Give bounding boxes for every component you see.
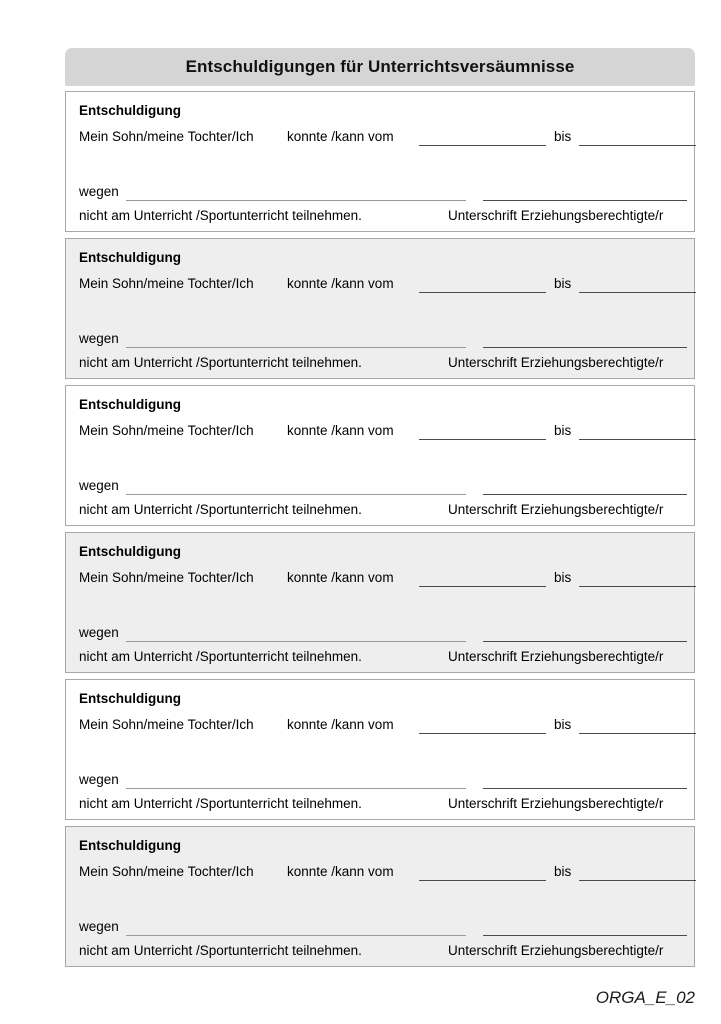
signature-caption: Unterschrift Erziehungsberechtigte/r	[448, 355, 664, 370]
could-from-label: konnte /kann vom	[287, 570, 394, 585]
until-label: bis	[554, 717, 572, 732]
excuse-block-heading: Entschuldigung	[79, 838, 181, 853]
date-until-input-line[interactable]	[579, 439, 696, 440]
declaration-row	[79, 649, 694, 669]
reason-row	[79, 478, 694, 498]
excuse-block	[65, 238, 695, 379]
date-until-input-line[interactable]	[579, 733, 696, 734]
could-from-label: konnte /kann vom	[287, 864, 394, 879]
person-label: Mein Sohn/meine Tochter/Ich	[79, 864, 254, 879]
reason-label: wegen	[79, 919, 119, 934]
cannot-attend-label: nicht am Unterricht /Sportunterricht teilnehmen.	[79, 502, 362, 517]
reason-label: wegen	[79, 184, 119, 199]
declaration-row	[79, 502, 694, 522]
excuse-block	[65, 826, 695, 967]
until-label: bis	[554, 129, 572, 144]
signature-caption: Unterschrift Erziehungsberechtigte/r	[448, 649, 664, 664]
reason-input-line[interactable]	[126, 200, 466, 201]
reason-input-line[interactable]	[126, 347, 466, 348]
absence-period-row	[79, 423, 694, 443]
cannot-attend-label: nicht am Unterricht /Sportunterricht teilnehmen.	[79, 943, 362, 958]
cannot-attend-label: nicht am Unterricht /Sportunterricht teilnehmen.	[79, 355, 362, 370]
excuse-block-heading: Entschuldigung	[79, 250, 181, 265]
declaration-row	[79, 208, 694, 228]
could-from-label: konnte /kann vom	[287, 129, 394, 144]
cannot-attend-label: nicht am Unterricht /Sportunterricht teilnehmen.	[79, 649, 362, 664]
page-title: Entschuldigungen für Unterrichtsversäumnisse	[185, 57, 575, 76]
could-from-label: konnte /kann vom	[287, 717, 394, 732]
reason-row	[79, 625, 694, 645]
excuse-block-list	[65, 91, 695, 973]
reason-input-line[interactable]	[126, 935, 466, 936]
signature-caption: Unterschrift Erziehungsberechtigte/r	[448, 796, 664, 811]
until-label: bis	[554, 423, 572, 438]
reason-label: wegen	[79, 625, 119, 640]
date-from-input-line[interactable]	[419, 880, 546, 881]
date-from-input-line[interactable]	[419, 439, 546, 440]
person-label: Mein Sohn/meine Tochter/Ich	[79, 423, 254, 438]
until-label: bis	[554, 276, 572, 291]
excuse-block	[65, 679, 695, 820]
reason-input-line[interactable]	[126, 641, 466, 642]
person-label: Mein Sohn/meine Tochter/Ich	[79, 129, 254, 144]
declaration-row	[79, 796, 694, 816]
reason-row	[79, 331, 694, 351]
signature-caption: Unterschrift Erziehungsberechtigte/r	[448, 502, 664, 517]
declaration-row	[79, 943, 694, 963]
until-label: bis	[554, 864, 572, 879]
reason-label: wegen	[79, 478, 119, 493]
absence-period-row	[79, 276, 694, 296]
cannot-attend-label: nicht am Unterricht /Sportunterricht teilnehmen.	[79, 208, 362, 223]
excuse-block-heading: Entschuldigung	[79, 397, 181, 412]
excuse-block-heading: Entschuldigung	[79, 103, 181, 118]
reason-row	[79, 772, 694, 792]
date-from-input-line[interactable]	[419, 733, 546, 734]
absence-period-row	[79, 717, 694, 737]
signature-input-line[interactable]	[483, 494, 687, 495]
signature-input-line[interactable]	[483, 200, 687, 201]
form-code-footer: ORGA_E_02	[595, 988, 695, 1007]
signature-caption: Unterschrift Erziehungsberechtigte/r	[448, 943, 664, 958]
declaration-row	[79, 355, 694, 375]
date-until-input-line[interactable]	[579, 292, 696, 293]
signature-input-line[interactable]	[483, 347, 687, 348]
absence-period-row	[79, 570, 694, 590]
absence-period-row	[79, 864, 694, 884]
signature-input-line[interactable]	[483, 935, 687, 936]
signature-input-line[interactable]	[483, 641, 687, 642]
reason-input-line[interactable]	[126, 788, 466, 789]
person-label: Mein Sohn/meine Tochter/Ich	[79, 276, 254, 291]
excuse-block	[65, 91, 695, 232]
reason-label: wegen	[79, 331, 119, 346]
until-label: bis	[554, 570, 572, 585]
excuse-block	[65, 385, 695, 526]
reason-input-line[interactable]	[126, 494, 466, 495]
reason-row	[79, 184, 694, 204]
date-from-input-line[interactable]	[419, 145, 546, 146]
could-from-label: konnte /kann vom	[287, 276, 394, 291]
reason-label: wegen	[79, 772, 119, 787]
date-from-input-line[interactable]	[419, 292, 546, 293]
cannot-attend-label: nicht am Unterricht /Sportunterricht teilnehmen.	[79, 796, 362, 811]
document-title-bar	[65, 48, 695, 86]
signature-caption: Unterschrift Erziehungsberechtigte/r	[448, 208, 664, 223]
person-label: Mein Sohn/meine Tochter/Ich	[79, 717, 254, 732]
could-from-label: konnte /kann vom	[287, 423, 394, 438]
person-label: Mein Sohn/meine Tochter/Ich	[79, 570, 254, 585]
reason-row	[79, 919, 694, 939]
signature-input-line[interactable]	[483, 788, 687, 789]
excuse-block-heading: Entschuldigung	[79, 691, 181, 706]
absence-period-row	[79, 129, 694, 149]
excuse-block	[65, 532, 695, 673]
date-until-input-line[interactable]	[579, 586, 696, 587]
date-until-input-line[interactable]	[579, 880, 696, 881]
date-until-input-line[interactable]	[579, 145, 696, 146]
date-from-input-line[interactable]	[419, 586, 546, 587]
excuse-block-heading: Entschuldigung	[79, 544, 181, 559]
